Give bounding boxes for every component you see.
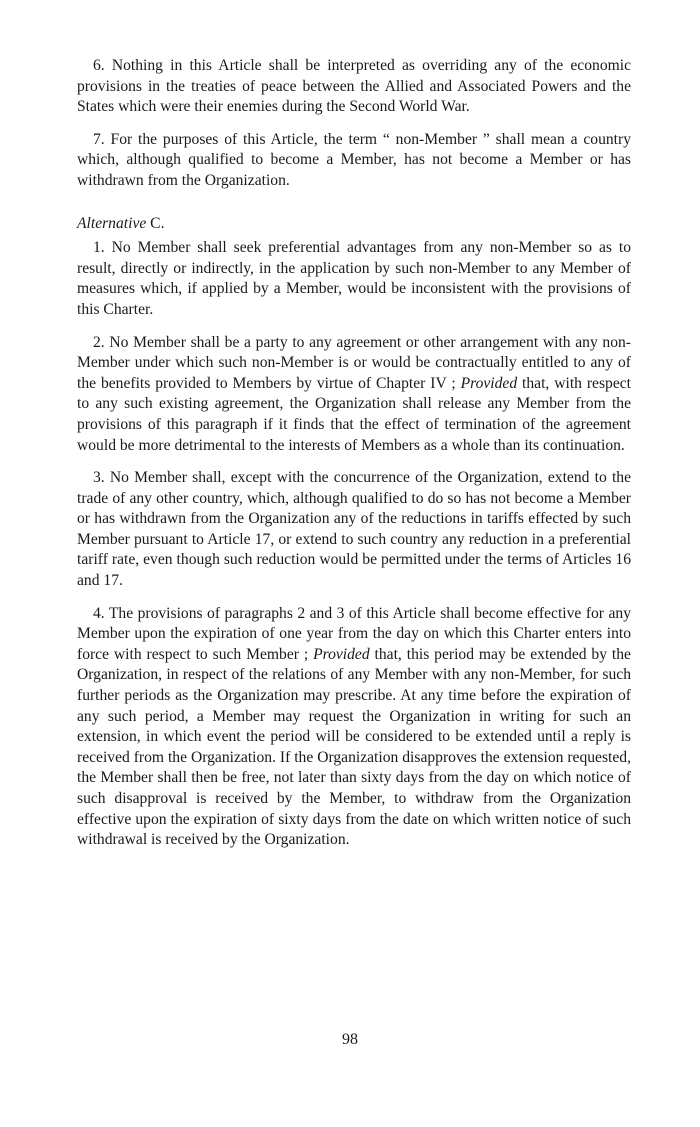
paragraph-2-text-after: that, with respect to any such existing agreement, the Organization shall release any Member from the provisions of this paragraph if it finds that the effect of termination of the agreement would be more detrimental to the interests of Members as a whole than its continuation.	[77, 374, 632, 454]
alternative-c-paragraph-4	[77, 604, 631, 851]
document-page	[77, 56, 631, 863]
alternative-c-paragraph-3: 3. No Member shall, except with the concurrence of the Organization, extend to the trade of any other country, which, although qualified to do so has not become a Member or has withdrawn from the Organization any of the reductions in tariffs effected by such Member pursuant to Article 17, or extend to such country any reduction in a preferential tariff rate, even though such reduction would be permitted under the terms of Articles 16 and 17.	[77, 469, 631, 590]
paragraph-7: 7. For the purposes of this Article, the term “ non-Member ” shall mean a country which, although qualified to become a Member, has not become a Member or has withdrawn from the Organization.	[77, 130, 631, 189]
alternative-c-paragraph-2	[77, 333, 631, 457]
page-number: 98	[342, 1031, 358, 1048]
paragraph-4-text-before: 4. The provisions of paragraphs 2 and 3 of this Article shall become effective for any Member upon the expiration of one year from the day on which this Charter enters into force with respect to such Member ;	[77, 604, 631, 663]
paragraph-4-proviso-word: Provided	[313, 645, 370, 663]
paragraph-2-text-before: 2. No Member shall be a party to any agreement or other arrangement with any non-Member under which such non-Member is or would be contractually entitled to any of the benefits provided to Members by virtue of Chapter IV ;	[77, 333, 631, 392]
section-heading-letter: C.	[146, 214, 165, 232]
section-heading-italic: Alternative	[77, 214, 147, 232]
paragraph-2-proviso-word: Provided	[460, 374, 518, 392]
paragraph-4-text-after: that, this period may be extended by the Organization, in respect of the relations of any Member with any non-Member, for such further periods as the Organization may prescribe. At any time before the expiration of any such period, a Member may request the Organization in writing for such an extension, in which event the period will be considered to be extended until a reply is received from the Organization. If the Organization disapproves the extension requested, the Member shall then be free, not later than sixty days from the day on which notice of such disapproval is received by the Member, to withdraw from the Organization effective upon the expiration of sixty days from the date on which written notice of such withdrawal is received by the Organization.	[77, 645, 631, 849]
paragraph-6: 6. Nothing in this Article shall be interpreted as overriding any of the economic provisions in the treaties of peace between the Allied and Associated Powers and the States which were their enemies during the Second World War.	[77, 57, 631, 116]
alternative-c-paragraph-1: 1. No Member shall seek preferential advantages from any non-Member so as to result, directly or indirectly, in the application by such non-Member to any Member of measures which, if applied by a Member, would be inconsistent with the provisions of this Charter.	[77, 239, 631, 318]
section-heading-alternative-c	[77, 214, 631, 235]
